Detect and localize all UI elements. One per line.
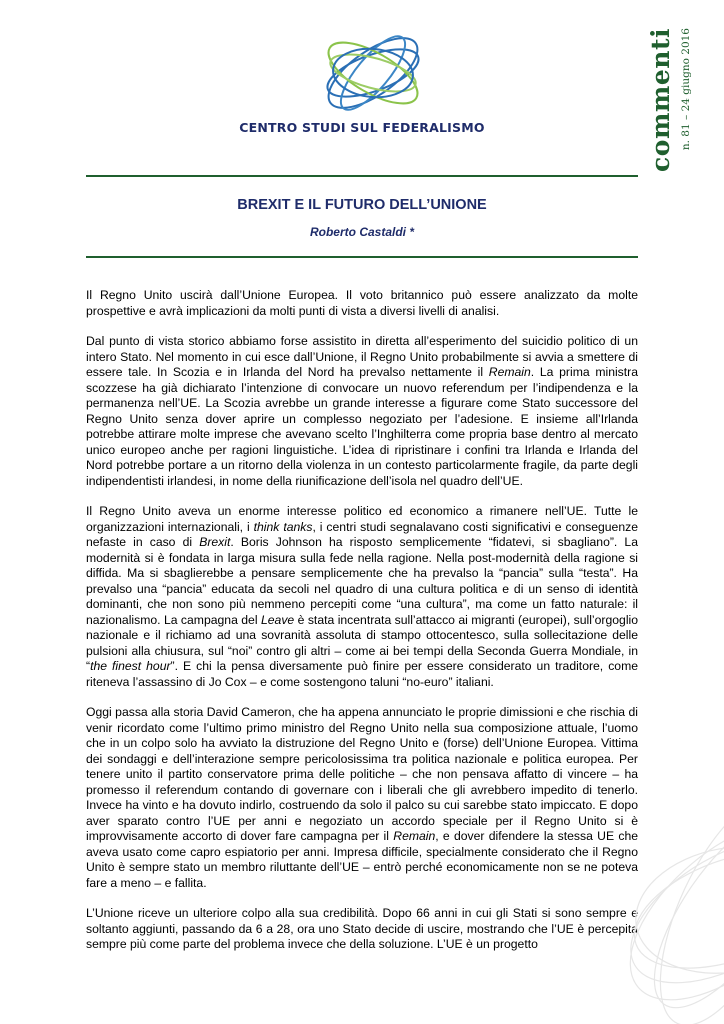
paragraph-3: Il Regno Unito aveva un enorme interesse politico ed economico a rimanere nell’UE. Tutte le organizzazioni internazionali, i think tanks, i centri studi segnalavano costi significativi e conseguenze nefaste in caso di Brexit. Boris Johnson ha risposto semplicemente “fidatevi, si sbagliano”. La modernità si è fondata in larga misura sulla fede nella ragione. Nella post-modernità della ragione si diffida. Ma si sbaglierebbe a pensare semplicemente che ha prevalso la “pancia” sulla “testa”. Ha prevalso una “pancia” educata da secoli nel quadro di una cultura politica e di un senso di identità dominanti, che non sono più nemmeno percepiti come “una cultura”, ma come un fatto naturale: il nazionalismo. La campagna del Leave è stata incentrata sull’attacco ai migranti (europei), sull’orgoglio nazionale e il richiamo ad una sovranità assoluta di stampo ottocentesco, sulla sollecitazione delle pulsioni alla chiusura, sul “noi” contro gli altri – come ai bei tempi della Seconda Guerra Mondiale, in “the finest hour”. E chi la pensa diversamente può finire per essere considerato un traditore, come riteneva l’assassino di Jo Cox – e come sostengono taluni “no-euro” italiani. — [86, 504, 639, 689]
watermark-swirl-icon — [560, 760, 724, 1024]
paragraph-2: Dal punto di vista storico abbiamo forse assistito in diretta all’esperimento del suicidio politico di un intero Stato. Nel momento in cui esce dall’Unione, il Regno Unito probabilmente si avvia a smettere di essere tale. In Scozia e in Irlanda del Nord ha prevalso nettamente il Remain. La prima ministra scozzese ha già dichiarato l’intenzione di convocare un nuovo referendum per l’indipendenza e la permanenza nell’UE. La Scozia avrebbe un grande interesse a figurare come Stato successore del Regno Unito senza dover aprire un complesso negoziato per l’adesione. E insieme all’Irlanda potrebbe attirare molte imprese che avevano scelto l’Inghilterra come propria base dentro al mercato unico europeo anche per ragioni linguistiche. L’idea di ripristinare i confini tra Irlanda e Irlanda del Nord potrebbe portare a un ritorno della violenza in un contesto particolarmente fragile, da parte degli indipendentisti irlandesi, in nome della riunificazione dell’isola nel quadro dell’UE. — [86, 334, 638, 488]
org-name: CENTRO STUDI SUL FEDERALISMO — [239, 120, 485, 135]
header-rule-top — [86, 175, 638, 177]
paragraph-1: Il Regno Unito uscirà dall’Unione Europea. Il voto britannico può essere analizzato da molte prospettive e avrà implicazioni da molti punti di vista a diversi livelli di analisi. — [86, 288, 638, 318]
series-title: commenti — [646, 28, 675, 172]
series-block — [646, 28, 694, 178]
article-title: BREXIT E IL FUTURO DELL’UNIONE — [237, 197, 487, 213]
federalism-logo-icon — [313, 28, 433, 118]
series-issue: n. 81 – 24 giugno 2016 — [680, 28, 692, 151]
article-author: Roberto Castaldi * — [309, 225, 414, 239]
paragraph-4: Oggi passa alla storia David Cameron, che ha appena annunciato le proprie dimissioni e che rischia di venir ricordato come l’ultimo primo ministro del Regno Unito nella sua composizione attuale, l’uomo che in un colpo solo ha avviato la distruzione del Regno Unito e (forse) dell’Unione Europea. Vittima dei sondaggi e dell’interazione sempre pericolosissima tra politica nazionale e politica europea. Per tenere unito il partito conservatore prima delle politiche – che non pensava affatto di vincere – ha promesso il referendum contando di governare con i liberali che gli avrebbero impedito di tenerlo. Invece ha vinto e ha dovuto indirlo, costruendo da solo il palco su cui sarebbe stato impiccato. E dopo aver sparato contro l’UE per anni e negoziato un accordo speciale per il Regno Unito si è improvvisamente accorto di dover fare campagna per il Remain, e dover difendere la stessa UE che aveva usato come capro espiatorio per anni. Impresa difficile, specialmente considerato che il Regno Unito è sempre stato un membro riluttante dell’UE – entrò perché economicamente non se ne poteva fare a meno – e fallita. — [86, 705, 639, 890]
paragraph-5: L’Unione riceve un ulteriore colpo alla sua credibilità. Dopo 66 anni in cui gli Stati si sono sempre e soltanto aggiunti, passando da 6 a 28, ora uno Stato decide di uscire, mostrando che l’UE è percepita sempre più come parte del problema invece che della soluzione. L’UE è un progetto — [86, 906, 638, 951]
article-body — [86, 288, 638, 953]
header-rule-bottom — [86, 256, 638, 258]
